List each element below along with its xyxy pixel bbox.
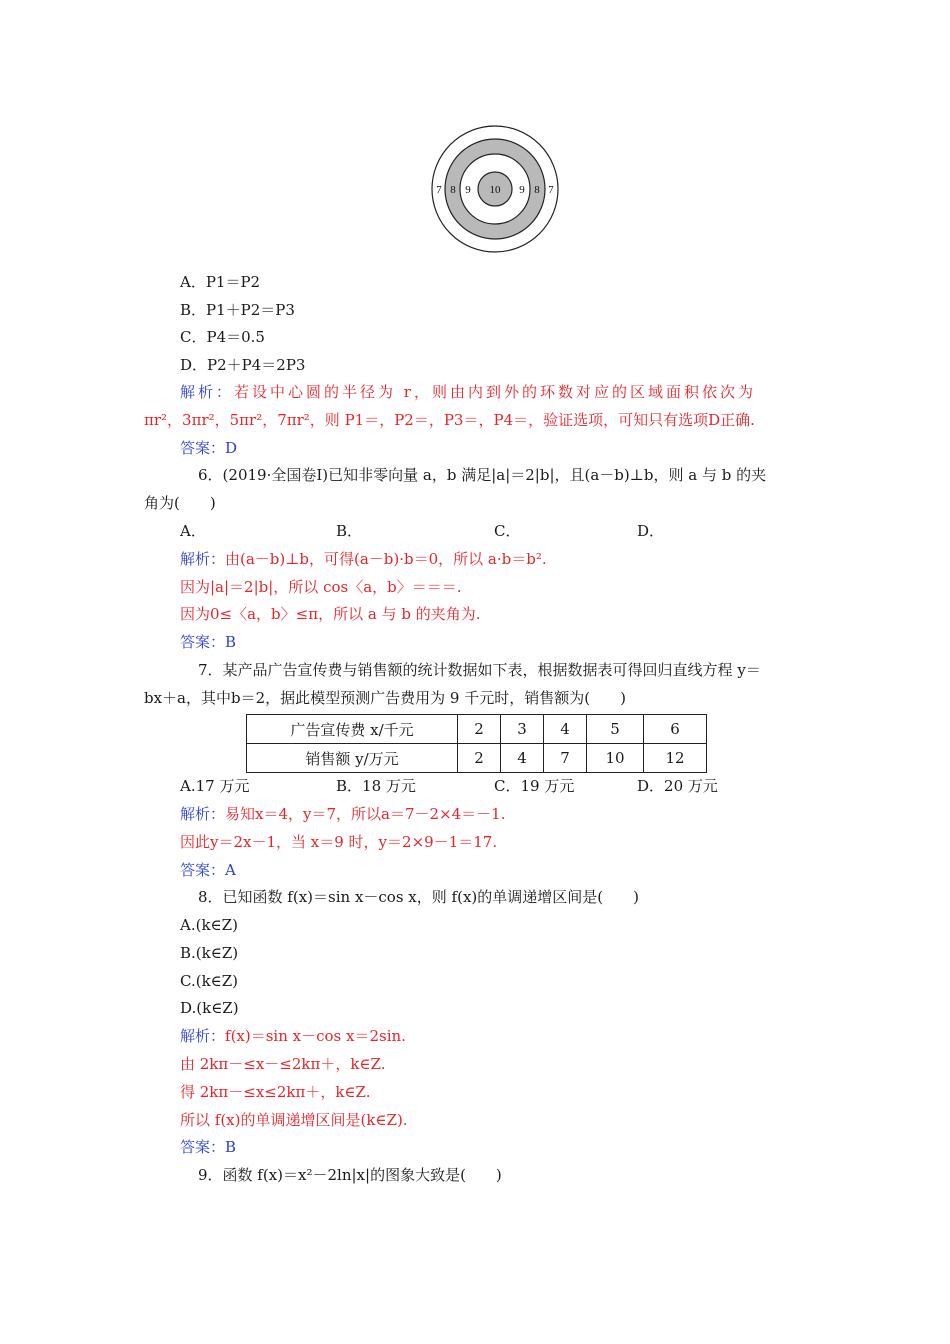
table-cell: 10 — [587, 744, 644, 773]
q7-analysis-line-2: 因此y＝2x－1，当 x＝9 时，y＝2×9－1＝17. — [180, 833, 498, 851]
q8-option-d: D.(k∈Z) — [180, 999, 239, 1017]
target-rings-figure — [430, 124, 560, 254]
table-row — [247, 744, 707, 773]
table-cell: 4 — [544, 715, 587, 744]
q7-option-d: D．20 万元 — [637, 777, 718, 795]
ring-label-right-7: 7 — [548, 184, 554, 196]
q7-data-table — [246, 714, 707, 773]
table-cell: 2 — [458, 744, 501, 773]
q7-stem-line-2: bx＋a，其中b＝2，据此模型预测广告费用为 9 千元时，销售额为( ) — [144, 689, 626, 707]
q8-stem: 8．已知函数 f(x)＝sin x－cos x，则 f(x)的单调递增区间是( ) — [198, 888, 639, 906]
table-cell: 7 — [544, 744, 587, 773]
analysis-text: 若设中心圆的半径为 r，则由内到外的环数对应的区域面积依次为 — [234, 383, 756, 401]
table-row — [247, 715, 707, 744]
analysis-label: 解析： — [180, 550, 226, 568]
table-cell: 3 — [501, 715, 544, 744]
q6-stem-line-2: 角为( ) — [144, 494, 216, 512]
q5-option-b: B．P1＋P2＝P3 — [180, 301, 295, 319]
q5-analysis-line-2: πr²，3πr²，5πr²，7πr²，则 P1＝，P2＝，P3＝，P4＝，验证选项，可知只有选项D正确. — [144, 411, 755, 429]
q5-option-d: D．P2＋P4＝2P3 — [180, 356, 306, 374]
table-header-sales: 销售额 y/万元 — [247, 744, 458, 773]
q7-stem-line-1: 7．某产品广告宣传费与销售额的统计数据如下表，根据数据表可得回归直线方程 y＝ — [198, 661, 761, 679]
analysis-text: f(x)＝sin x－cos x＝2sin. — [225, 1027, 406, 1045]
q6-option-c: C． — [494, 522, 521, 540]
q5-analysis-line-1 — [180, 382, 756, 402]
table-cell: 4 — [501, 744, 544, 773]
q6-option-a: A． — [180, 522, 206, 540]
q8-option-a: A.(k∈Z) — [180, 916, 238, 934]
q8-analysis-line-1 — [180, 1026, 406, 1046]
table-cell: 5 — [587, 715, 644, 744]
table-cell: 6 — [644, 715, 707, 744]
q6-analysis-line-1 — [180, 549, 547, 569]
q8-option-b: B.(k∈Z) — [180, 944, 239, 962]
table-cell: 2 — [458, 715, 501, 744]
analysis-label: 解析： — [180, 805, 226, 823]
q6-analysis-line-2: 因为|a|＝2|b|，所以 cos〈a，b〉＝＝＝. — [180, 578, 462, 596]
q8-analysis-line-2: 由 2kπ－≤x－≤2kπ＋，k∈Z. — [180, 1055, 386, 1073]
ring-label-10: 10 — [489, 184, 501, 196]
q7-option-b: B．18 万元 — [336, 777, 416, 795]
q5-answer: 答案：D — [180, 439, 238, 457]
q8-analysis-line-4: 所以 f(x)的单调递增区间是(k∈Z). — [180, 1111, 408, 1129]
q8-analysis-line-3: 得 2kπ－≤x≤2kπ＋，k∈Z. — [180, 1083, 371, 1101]
q8-answer: 答案：B — [180, 1138, 237, 1156]
q7-answer: 答案：A — [180, 861, 236, 879]
analysis-label: 解析： — [180, 383, 235, 401]
q7-option-c: C．19 万元 — [494, 777, 575, 795]
q6-option-b: B． — [336, 522, 363, 540]
analysis-label: 解析： — [180, 1027, 226, 1045]
q7-option-a: A.17 万元 — [180, 777, 250, 795]
q6-answer: 答案：B — [180, 633, 237, 651]
q5-option-c: C．P4＝0.5 — [180, 328, 265, 346]
ring-label-left-7: 7 — [436, 184, 442, 196]
ring-label-right-8: 8 — [534, 184, 540, 196]
table-header-ad-cost: 广告宣传费 x/千元 — [247, 715, 458, 744]
table-cell: 12 — [644, 744, 707, 773]
ring-label-left-9: 9 — [465, 184, 471, 196]
q8-option-c: C.(k∈Z) — [180, 972, 239, 990]
q9-stem: 9．函数 f(x)＝x²－2ln|x|的图象大致是( ) — [198, 1166, 502, 1184]
q7-analysis-line-1 — [180, 804, 506, 824]
q5-option-a: A．P1＝P2 — [180, 273, 261, 291]
ring-label-left-8: 8 — [450, 184, 456, 196]
q6-option-d: D． — [637, 522, 665, 540]
ring-label-right-9: 9 — [519, 184, 525, 196]
analysis-text: 易知x＝4，y＝7，所以a＝7－2×4＝－1. — [225, 805, 506, 823]
q6-stem-line-1: 6．(2019·全国卷Ⅰ)已知非零向量 a，b 满足|a|＝2|b|，且(a－b)⊥b，则 a 与 b 的夹 — [198, 466, 767, 484]
analysis-text: 由(a－b)⊥b，可得(a－b)·b＝0，所以 a·b＝b². — [225, 550, 547, 568]
q6-analysis-line-3: 因为0≤〈a，b〉≤π，所以 a 与 b 的夹角为. — [180, 605, 481, 623]
